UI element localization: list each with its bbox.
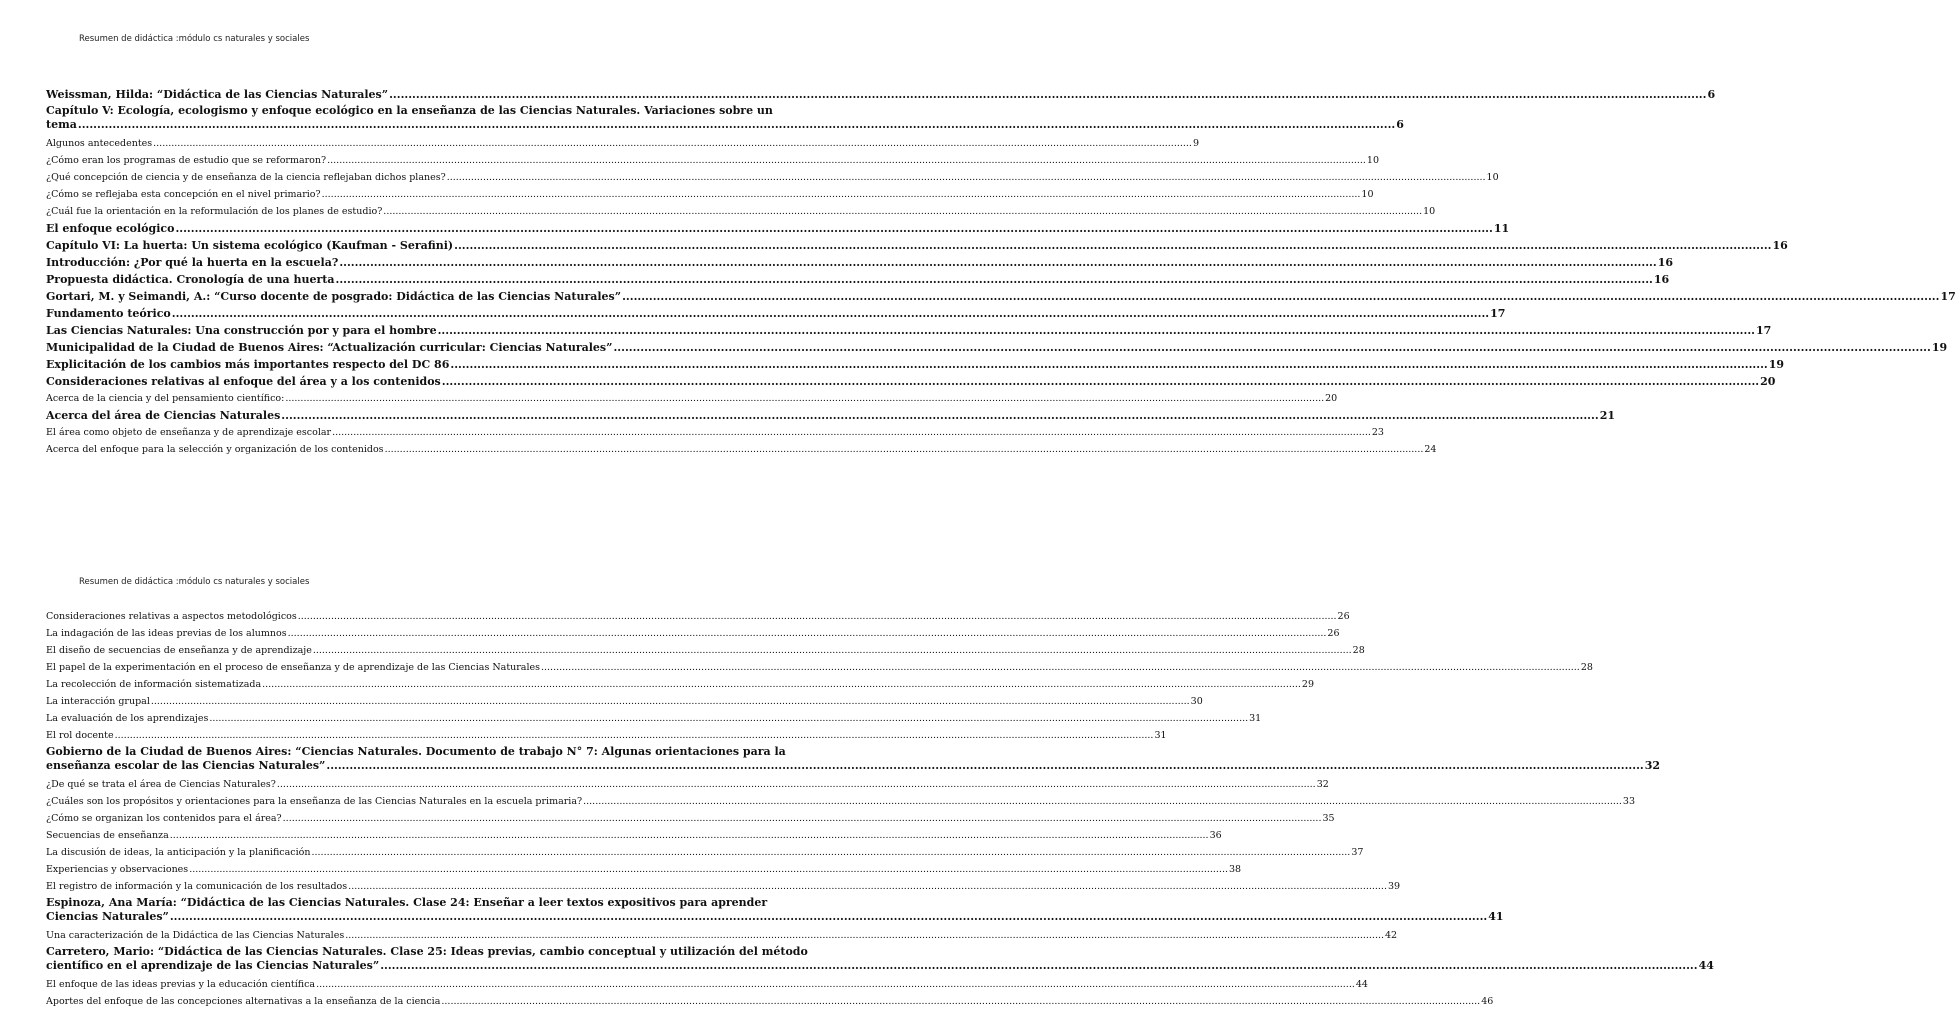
toc-page-number: 6: [1707, 88, 1716, 101]
toc-page-number: 23: [1371, 427, 1384, 438]
toc-page-number: 39: [1387, 881, 1401, 892]
toc-entry-title: El enfoque ecológico: [46, 222, 175, 235]
toc-entry-title: La evaluación de los aprendizajes: [46, 713, 209, 724]
toc-entry[interactable]: [46, 776, 1329, 793]
toc-page-number: 16: [1772, 239, 1788, 252]
toc-entry-title-line1: Capítulo V: Ecología, ecologismo y enfoque ecológico en la enseñanza de las Ciencias Naturales. Variaciones sobre un: [46, 104, 773, 117]
toc-entry-title: La recolección de información sistematizada: [46, 679, 262, 690]
toc-page-number: 38: [1229, 864, 1242, 875]
toc-leader-dots: [78, 118, 1395, 132]
toc-page-number: 21: [1599, 409, 1615, 422]
toc-entry[interactable]: [46, 827, 1222, 844]
toc-page-number: 16: [1653, 273, 1670, 286]
toc-leader-dots: [613, 339, 1930, 356]
toc-leader-dots: [209, 710, 1248, 727]
toc-page-number: 10: [1423, 206, 1436, 217]
toc-entry-title: Secuencias de enseñanza: [46, 830, 169, 841]
toc-leader-dots: [288, 625, 1327, 642]
toc-page-number: 31: [1249, 713, 1262, 724]
toc-page-number: 16: [1657, 256, 1674, 269]
toc-entry-row: [46, 118, 1404, 132]
toc-page-number: 28: [1580, 662, 1593, 673]
toc-leader-dots: [285, 390, 1324, 407]
toc-entry-row: [46, 959, 1714, 973]
toc-entry-title: Acerca de la ciencia y del pensamiento científico:: [46, 393, 285, 404]
toc-leader-dots: [622, 288, 1939, 305]
toc-entry-title: Experiencias y observaciones: [46, 864, 189, 875]
toc-leader-dots: [583, 793, 1622, 810]
toc-entry-multiline[interactable]: [46, 945, 1714, 973]
toc-leader-dots: [450, 356, 1767, 373]
toc-entry[interactable]: [46, 844, 1364, 861]
toc-entry[interactable]: [46, 676, 1315, 693]
toc-leader-dots: [281, 407, 1598, 424]
toc-entry-title: El papel de la experimentación en el proceso de enseñanza y de aprendizaje de las Ciencias Naturales: [46, 662, 540, 673]
toc-leader-dots: [153, 135, 1192, 152]
toc-page-number: 30: [1190, 696, 1203, 707]
page-header: Resumen de didáctica :módulo cs naturales y sociales: [79, 34, 310, 44]
toc-page-number: 29: [1301, 679, 1315, 690]
table-of-contents-page-1: [46, 86, 1956, 458]
toc-entry[interactable]: [46, 625, 1340, 642]
toc-entry-row: [46, 759, 1661, 773]
toc-entry[interactable]: [46, 407, 1615, 424]
toc-entry-title: Capítulo VI: La huerta: Un sistema ecológico (Kaufman - Serafini): [46, 239, 454, 252]
toc-leader-dots: [348, 878, 1387, 895]
toc-entry[interactable]: [46, 220, 1510, 237]
toc-entry-title: El rol docente: [46, 730, 114, 741]
toc-page-number: 17: [1755, 324, 1772, 337]
toc-leader-dots: [313, 642, 1352, 659]
toc-entry-title: ¿De qué se trata el área de Ciencias Naturales?: [46, 779, 276, 790]
toc-entry-title-line1: Espinoza, Ana María: “Didáctica de las Ciencias Naturales. Clase 24: Enseñar a leer textos expositivos para aprender: [46, 896, 768, 909]
toc-entry-title: ¿Cómo se organizan los contenidos para el área?: [46, 813, 282, 824]
toc-leader-dots: [189, 861, 1228, 878]
toc-entry-title: Introducción: ¿Por qué la huerta en la escuela?: [46, 256, 339, 269]
toc-entry[interactable]: [46, 727, 1167, 744]
toc-leader-dots: [441, 993, 1480, 1010]
toc-page-number: 19: [1931, 341, 1948, 354]
toc-entry-title: ¿Cuál fue la orientación en la reformulación de los planes de estudio?: [46, 206, 383, 217]
toc-page-number: 36: [1209, 830, 1222, 841]
toc-entry[interactable]: [46, 878, 1401, 895]
toc-entry-title: La interacción grupal: [46, 696, 150, 707]
toc-entry-title: ¿Qué concepción de ciencia y de enseñanza de la ciencia reflejaban dichos planes?: [46, 172, 446, 183]
toc-entry-title-line2: tema: [46, 118, 77, 131]
toc-entry[interactable]: [46, 993, 1494, 1010]
toc-leader-dots: [262, 676, 1301, 693]
toc-entry-title: La indagación de las ideas previas de los alumnos: [46, 628, 287, 639]
toc-entry[interactable]: [46, 288, 1956, 305]
toc-entry[interactable]: [46, 861, 1242, 878]
toc-leader-dots: [175, 220, 1492, 237]
toc-leader-dots: [170, 827, 1209, 844]
toc-entry-title: La discusión de ideas, la anticipación y la planificación: [46, 847, 311, 858]
toc-entry-title-line1: Carretero, Mario: “Didáctica de las Ciencias Naturales. Clase 25: Ideas previas, cambio conceptual y utilización del método: [46, 945, 808, 958]
toc-entry[interactable]: [46, 608, 1350, 625]
toc-leader-dots: [322, 186, 1361, 203]
toc-leader-dots: [298, 608, 1337, 625]
toc-entry[interactable]: [46, 305, 1506, 322]
toc-entry-title-line2: Ciencias Naturales”: [46, 910, 169, 923]
toc-entry[interactable]: [46, 659, 1593, 676]
toc-entry[interactable]: [46, 254, 1674, 271]
toc-entry-multiline[interactable]: [46, 745, 1661, 773]
toc-entry[interactable]: [46, 441, 1437, 458]
toc-page-number: 33: [1622, 796, 1636, 807]
toc-entry[interactable]: [46, 186, 1374, 203]
toc-leader-dots: [151, 693, 1190, 710]
toc-page-number: 26: [1337, 611, 1350, 622]
toc-page-number: 35: [1322, 813, 1335, 824]
toc-leader-dots: [383, 203, 1422, 220]
toc-entry-title-line2: enseñanza escolar de las Ciencias Naturales”: [46, 759, 326, 772]
toc-entry[interactable]: [46, 169, 1499, 186]
toc-page-number: 37: [1351, 847, 1364, 858]
toc-leader-dots: [385, 441, 1424, 458]
toc-leader-dots: [316, 976, 1355, 993]
toc-entry[interactable]: [46, 152, 1380, 169]
toc-page-number: 32: [1316, 779, 1329, 790]
toc-entry-title: Acerca del enfoque para la selección y organización de los contenidos: [46, 444, 384, 455]
toc-page-number: 6: [1396, 118, 1404, 131]
toc-page-number: 26: [1327, 628, 1340, 639]
toc-entry[interactable]: [46, 237, 1788, 254]
toc-leader-dots: [339, 254, 1656, 271]
toc-entry-title: Consideraciones relativas a aspectos metodológicos: [46, 611, 297, 622]
toc-entry[interactable]: [46, 356, 1785, 373]
toc-leader-dots: [345, 927, 1384, 944]
toc-entry[interactable]: [46, 339, 1948, 356]
toc-entry[interactable]: [46, 642, 1365, 659]
toc-entry-title-line2: científico en el aprendizaje de las Ciencias Naturales”: [46, 959, 380, 972]
toc-page-number: 24: [1424, 444, 1437, 455]
toc-page-number: 44: [1698, 959, 1714, 972]
toc-leader-dots: [380, 959, 1697, 973]
toc-entry[interactable]: [46, 976, 1368, 993]
toc-entry[interactable]: [46, 424, 1384, 441]
toc-entry-title: El diseño de secuencias de enseñanza y de aprendizaje: [46, 645, 312, 656]
toc-entry-title: Las Ciencias Naturales: Una construcción por y para el hombre: [46, 324, 437, 337]
toc-entry-title: Gortari, M. y Seimandi, A.: “Curso docente de posgrado: Didáctica de las Ciencias Naturales”: [46, 290, 622, 303]
toc-entry-title: Una caracterización de la Didáctica de las Ciencias Naturales: [46, 930, 345, 941]
toc-entry[interactable]: [46, 693, 1203, 710]
toc-leader-dots: [454, 237, 1771, 254]
toc-page-number: 19: [1768, 358, 1785, 371]
toc-leader-dots: [442, 373, 1759, 390]
toc-page-number: 9: [1192, 138, 1199, 149]
toc-page-number: 10: [1366, 155, 1380, 166]
toc-entry[interactable]: [46, 322, 1772, 339]
page-header: Resumen de didáctica :módulo cs naturales y sociales: [79, 577, 310, 587]
toc-page-number: 32: [1644, 759, 1661, 772]
toc-entry[interactable]: [46, 203, 1436, 220]
toc-leader-dots: [277, 776, 1316, 793]
toc-entry[interactable]: [46, 927, 1398, 944]
toc-leader-dots: [438, 322, 1755, 339]
toc-leader-dots: [541, 659, 1580, 676]
toc-entry[interactable]: [46, 86, 1716, 103]
toc-leader-dots: [332, 424, 1371, 441]
toc-entry-title: Aportes del enfoque de las concepciones alternativas a la enseñanza de la ciencia: [46, 996, 441, 1007]
toc-entry[interactable]: [46, 793, 1636, 810]
toc-page-number: 20: [1325, 393, 1338, 404]
toc-leader-dots: [389, 86, 1706, 103]
toc-page-number: 41: [1488, 910, 1504, 923]
toc-entry-title: Algunos antecedentes: [46, 138, 153, 149]
toc-leader-dots: [327, 152, 1366, 169]
toc-entry[interactable]: [46, 810, 1335, 827]
toc-entry[interactable]: [46, 710, 1262, 727]
toc-entry-title: El área como objeto de enseñanza y de aprendizaje escolar: [46, 427, 332, 438]
toc-page-number: 11: [1493, 222, 1510, 235]
toc-entry[interactable]: [46, 135, 1199, 152]
toc-page-number: 10: [1486, 172, 1499, 183]
toc-page-number: 46: [1481, 996, 1494, 1007]
toc-leader-dots: [336, 271, 1653, 288]
toc-page-number: 28: [1352, 645, 1365, 656]
toc-page-number: 17: [1940, 290, 1956, 303]
toc-entry-title: ¿Cuáles son los propósitos y orientaciones para la enseñanza de las Ciencias Naturales en la escuela primaria?: [46, 796, 583, 807]
toc-entry-title: Weissman, Hilda: “Didáctica de las Ciencias Naturales”: [46, 88, 389, 101]
toc-entry-title: Fundamento teórico: [46, 307, 171, 320]
toc-leader-dots: [312, 844, 1351, 861]
toc-page-number: 20: [1760, 375, 1776, 388]
toc-leader-dots: [115, 727, 1154, 744]
toc-entry-title: Consideraciones relativas al enfoque del área y a los contenidos: [46, 375, 441, 388]
toc-entry-title: Explicitación de los cambios más importantes respecto del DC 86: [46, 358, 450, 371]
toc-page-number: 31: [1154, 730, 1167, 741]
toc-entry-title: Propuesta didáctica. Cronología de una huerta: [46, 273, 335, 286]
toc-entry-title-line1: Gobierno de la Ciudad de Buenos Aires: “Ciencias Naturales. Documento de trabajo N° 7: Algunas orientaciones para la: [46, 745, 786, 758]
toc-entry-title: El registro de información y la comunicación de los resultados: [46, 881, 348, 892]
toc-leader-dots: [447, 169, 1486, 186]
toc-entry-row: [46, 910, 1504, 924]
toc-entry-multiline[interactable]: [46, 104, 1404, 132]
toc-page-number: 42: [1385, 930, 1398, 941]
toc-entry[interactable]: [46, 373, 1776, 390]
toc-entry[interactable]: [46, 390, 1338, 407]
toc-leader-dots: [283, 810, 1322, 827]
toc-entry-multiline[interactable]: [46, 896, 1504, 924]
toc-entry-title: Acerca del área de Ciencias Naturales: [46, 409, 281, 422]
toc-entry-title: ¿Cómo se reflejaba esta concepción en el nivel primario?: [46, 189, 321, 200]
toc-leader-dots: [326, 759, 1643, 773]
toc-entry[interactable]: [46, 271, 1670, 288]
toc-page-number: 44: [1355, 979, 1368, 990]
toc-entry-title: El enfoque de las ideas previas y la educación científica: [46, 979, 316, 990]
toc-page-number: 17: [1490, 307, 1506, 320]
toc-entry-title: Municipalidad de la Ciudad de Buenos Aires: “Actualización curricular: Ciencias Naturales”: [46, 341, 613, 354]
toc-leader-dots: [172, 305, 1489, 322]
toc-leader-dots: [170, 910, 1487, 924]
table-of-contents-page-2: [46, 608, 1714, 1010]
toc-page-number: 10: [1361, 189, 1374, 200]
toc-entry-title: ¿Cómo eran los programas de estudio que se reformaron?: [46, 155, 327, 166]
